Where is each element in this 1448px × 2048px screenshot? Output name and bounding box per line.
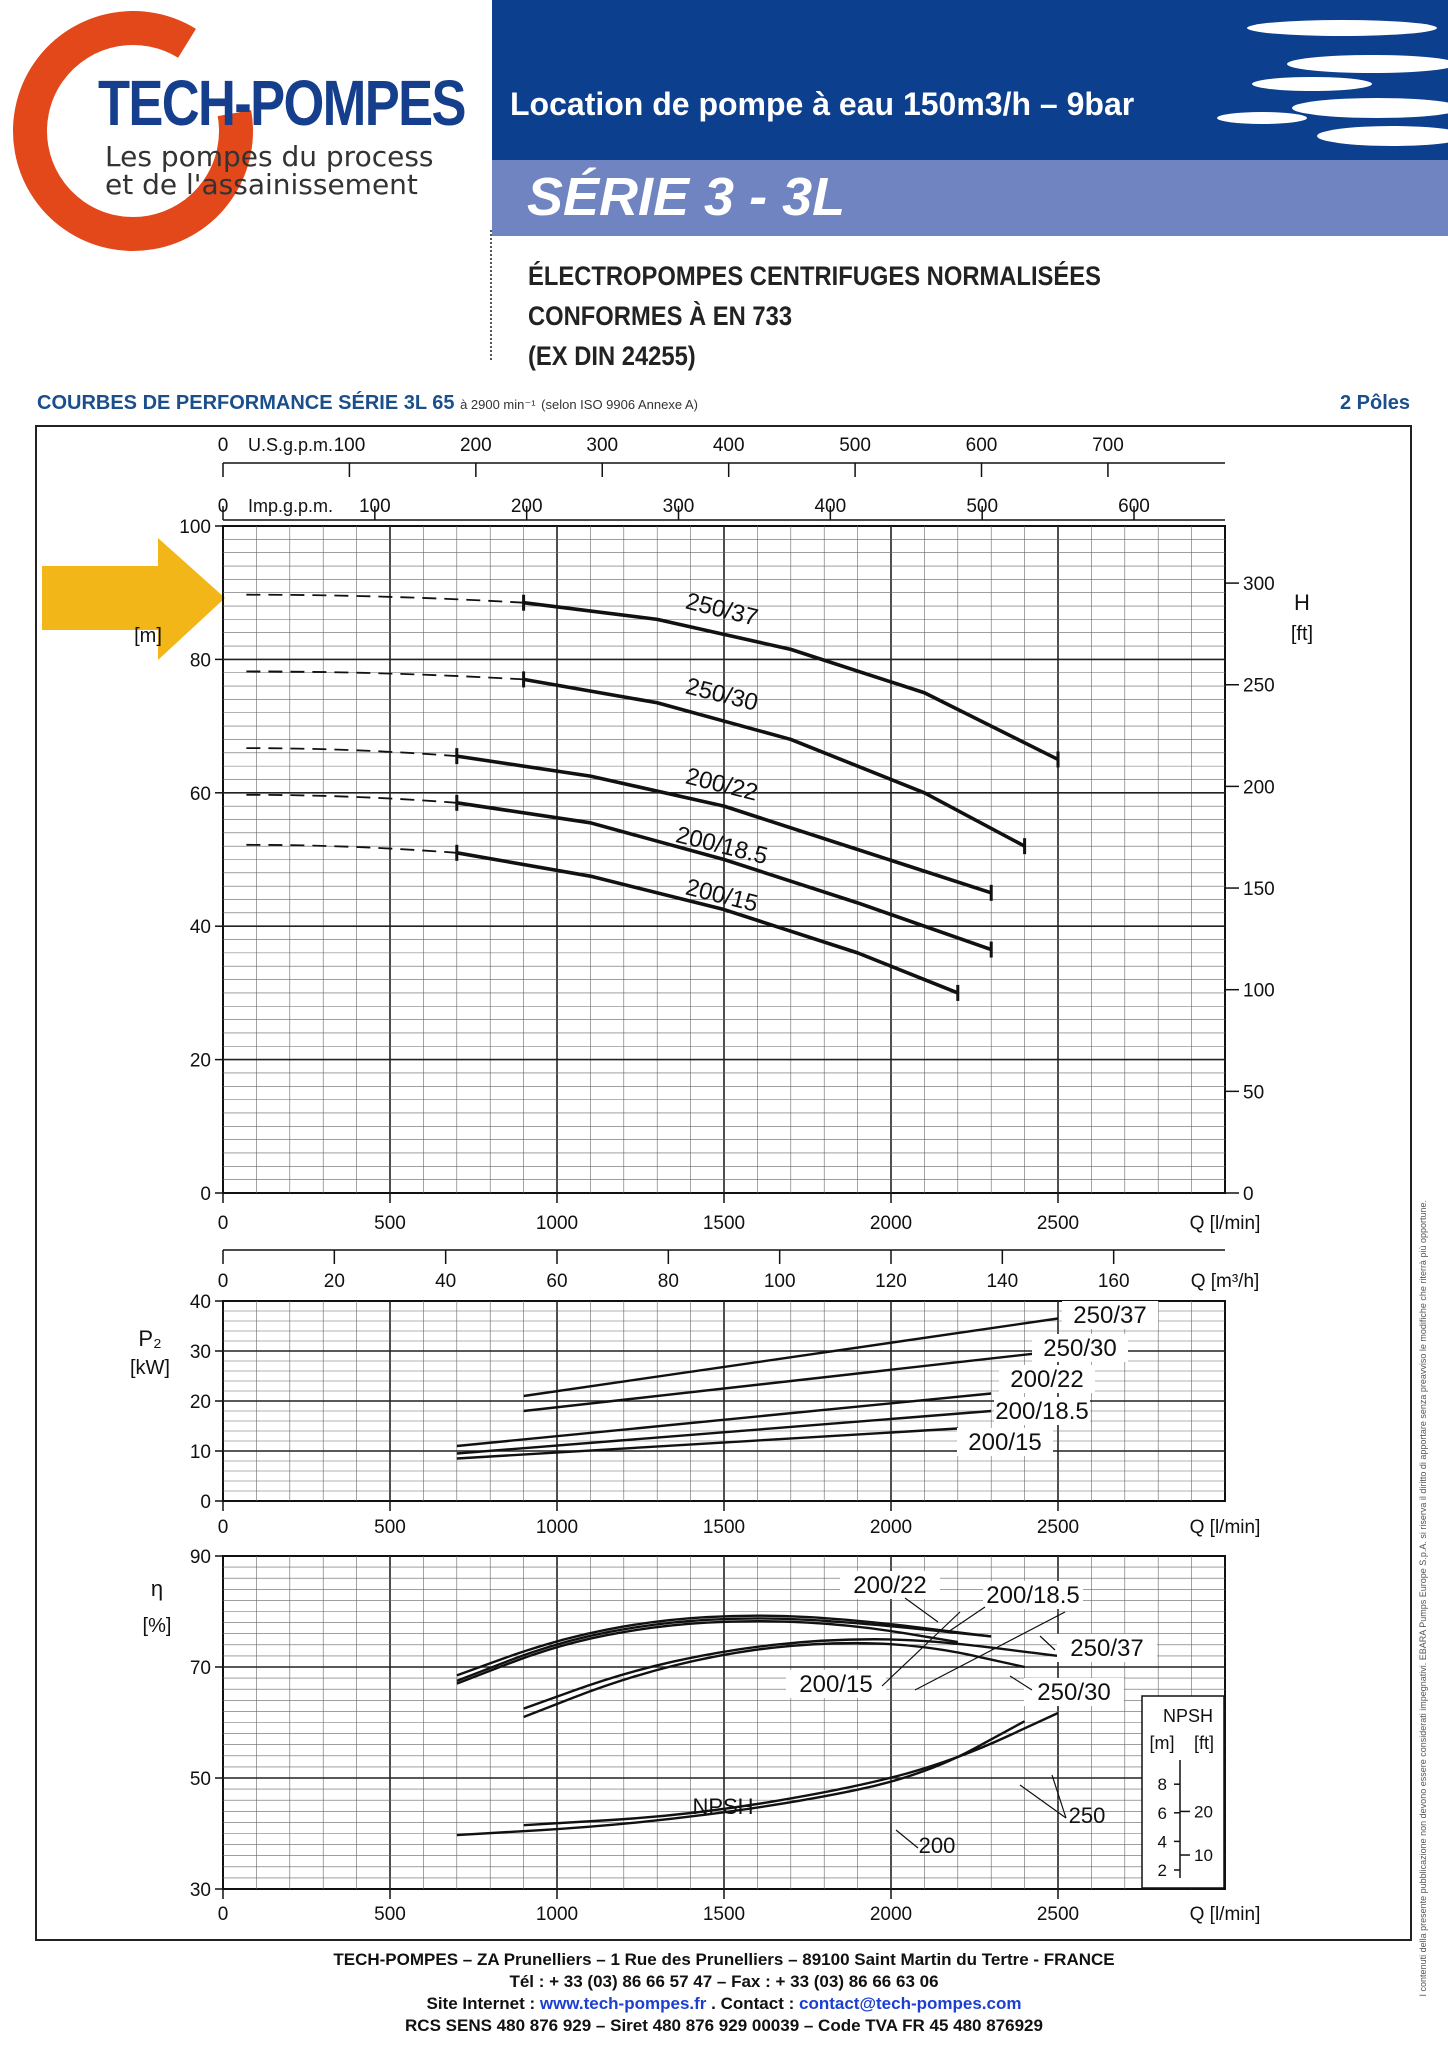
eff-x-tick-label: 500 <box>374 1904 406 1925</box>
eff-leader-line <box>948 1607 985 1632</box>
footer-registration: RCS SENS 480 876 929 – Siret 480 876 929 00039 – Code TVA FR 45 480 876929 <box>405 2016 1043 2035</box>
eff-x-tick-label: 0 <box>217 1904 229 1925</box>
head-curve-dashed-250/37 <box>246 595 523 603</box>
power-x-axis-title: Q [l/min] <box>1189 1517 1261 1538</box>
page-title: Location de pompe à eau 150m3/h – 9bar <box>510 86 1135 122</box>
head-right-axis-title: H <box>1294 590 1310 615</box>
power-x-tick-label: 2000 <box>869 1517 913 1538</box>
head-x-tick-label: 2000 <box>869 1213 913 1234</box>
power-curve-label-250/30: 250/30 <box>1043 1335 1117 1362</box>
npsh-label: NPSH <box>692 1794 754 1819</box>
eff-y-tick-label: 50 <box>189 1769 211 1790</box>
npsh-label-250: 250 <box>1068 1803 1106 1828</box>
usgpm-axis-title: U.S.g.p.m. <box>248 435 334 455</box>
head-ft-tick-label: 100 <box>1243 980 1275 1002</box>
npsh-ft-tick-label: 20 <box>1194 1802 1213 1822</box>
head-curve-label-250/30: 250/30 <box>682 672 761 717</box>
m3h-tick-label: 120 <box>875 1271 907 1292</box>
m3h-tick-label: 40 <box>435 1271 457 1292</box>
eff-y-tick-label: 70 <box>189 1658 211 1679</box>
eff-x-tick-label: 1500 <box>702 1904 746 1925</box>
subtitle-line-1: ÉLECTROPOMPES CENTRIFUGES NORMALISÉES CONFORMES À EN 733 <box>528 261 1101 331</box>
eff-y-tick-label: 90 <box>189 1547 211 1568</box>
npsh-m-tick-label: 4 <box>1157 1832 1167 1852</box>
usgpm-tick-label: 0 <box>217 435 229 456</box>
power-y-tick-label: 10 <box>189 1442 211 1463</box>
npsh-box-unit-m: [m] <box>1149 1733 1175 1753</box>
head-y-tick-label: 80 <box>189 650 211 672</box>
footer-contact-label: . Contact : <box>711 1994 795 2013</box>
head-right-axis-unit: [ft] <box>1290 623 1314 645</box>
head-ft-tick-label: 300 <box>1243 574 1275 596</box>
head-curve-dashed-200/22 <box>246 748 456 756</box>
chart-heading-norm: (selon ISO 9906 Annexe A) <box>541 397 698 412</box>
impgpm-tick-label: 500 <box>966 496 999 517</box>
eff-x-tick-label: 2000 <box>869 1904 913 1925</box>
impgpm-tick-label: 0 <box>217 496 229 517</box>
power-y-tick-label: 40 <box>189 1292 211 1313</box>
m3h-tick-label: 60 <box>546 1271 568 1292</box>
head-y-tick-label: 20 <box>189 1050 211 1072</box>
side-disclaimer-text: I contenuti della presente pubblicazione non devono essere considerati impegnativi. EBARA Pumps Europe S.p.A. si riserva il diritto di apportare senza preavviso le modifiche che riterrà più opportune. <box>1418 1200 1428 1997</box>
head-x-tick-label: 1000 <box>535 1213 579 1234</box>
head-ft-tick-label: 50 <box>1243 1082 1265 1104</box>
eff-curve-label-200/18.5: 200/18.5 <box>986 1582 1080 1609</box>
power-y-tick-label: 20 <box>189 1392 211 1413</box>
impgpm-tick-label: 400 <box>814 496 847 517</box>
m3h-tick-label: 20 <box>323 1271 345 1292</box>
impgpm-tick-label: 300 <box>662 496 695 517</box>
head-x-tick-label: 2500 <box>1036 1213 1080 1234</box>
power-x-tick-label: 2500 <box>1036 1517 1080 1538</box>
head-x-axis-title: Q [l/min] <box>1189 1213 1261 1234</box>
power-x-tick-label: 1500 <box>702 1517 746 1538</box>
power-y-axis-unit: [kW] <box>130 1357 170 1379</box>
chart-heading-main: COURBES DE PERFORMANCE SÉRIE 3L 65 <box>37 392 455 414</box>
head-y-axis-title: [m] <box>134 625 162 647</box>
usgpm-tick-label: 400 <box>712 435 745 456</box>
eff-curve-label-200/15: 200/15 <box>799 1671 873 1698</box>
m3h-tick-label: 100 <box>763 1271 796 1292</box>
power-y-tick-label: 0 <box>200 1492 211 1513</box>
eff-x-tick-label: 1000 <box>535 1904 579 1925</box>
impgpm-tick-label: 200 <box>510 496 543 517</box>
logo-brand: TECH-POMPES <box>98 67 465 139</box>
power-curve-label-250/37: 250/37 <box>1073 1302 1147 1329</box>
head-x-tick-label: 500 <box>374 1213 406 1234</box>
npsh-leader-line <box>1020 1785 1066 1818</box>
logo-tagline-2: et de l'assainissement <box>105 168 418 201</box>
eff-leader-line <box>882 1612 960 1686</box>
power-x-tick-label: 500 <box>374 1517 406 1538</box>
usgpm-tick-label: 100 <box>333 435 366 456</box>
footer-contact <box>0 1994 1448 2014</box>
npsh-ft-tick-label: 10 <box>1194 1846 1213 1866</box>
npsh-box-unit-ft: [ft] <box>1193 1733 1215 1753</box>
npsh-m-tick-label: 8 <box>1157 1775 1167 1795</box>
head-x-tick-label: 1500 <box>702 1213 746 1234</box>
footer-phone: Tél : + 33 (03) 86 66 57 47 – Fax : + 33 (03) 86 66 63 06 <box>509 1972 939 1991</box>
head-ft-tick-label: 150 <box>1243 879 1275 901</box>
eff-curve-label-250/30: 250/30 <box>1037 1679 1111 1706</box>
eff-x-tick-label: 2500 <box>1036 1904 1080 1925</box>
usgpm-tick-label: 700 <box>1092 435 1124 456</box>
subtitle-line-2: (EX DIN 24255) <box>528 341 696 371</box>
head-y-tick-label: 60 <box>189 783 211 805</box>
footer-site-label: Site Internet : <box>426 1994 536 2013</box>
eff-y-axis-unit: [%] <box>142 1615 172 1637</box>
impgpm-tick-label: 600 <box>1118 496 1150 517</box>
m3h-tick-label: 140 <box>986 1271 1019 1292</box>
impgpm-tick-label: 100 <box>358 496 391 517</box>
poles-label: 2 Pôles <box>1339 392 1410 414</box>
logo-tagline: Les pompes du process <box>105 140 434 173</box>
eff-curve-label-250/37: 250/37 <box>1070 1635 1144 1662</box>
head-curve-label-200/18.5: 200/18.5 <box>673 821 771 871</box>
eff-curve-label-200/22: 200/22 <box>853 1572 927 1599</box>
m3h-axis-title: Q [m³/h] <box>1190 1271 1260 1292</box>
npsh-box-title: NPSH <box>1162 1706 1214 1726</box>
usgpm-tick-label: 200 <box>459 435 492 456</box>
footer-email-link[interactable]: contact@tech-pompes.com <box>798 1994 1022 2013</box>
eff-leader-line <box>1040 1636 1055 1650</box>
head-y-tick-label: 40 <box>189 917 211 939</box>
npsh-label-200: 200 <box>918 1833 956 1858</box>
usgpm-tick-label: 600 <box>965 435 998 456</box>
usgpm-tick-label: 500 <box>839 435 871 456</box>
head-y-tick-label: 100 <box>179 517 211 538</box>
power-y-axis-title: P₂ <box>138 1326 162 1351</box>
eff-y-tick-label: 30 <box>189 1880 211 1901</box>
side-disclaimer <box>1418 1200 1442 1997</box>
power-y-tick-label: 30 <box>189 1342 211 1363</box>
impgpm-axis-title: Imp.g.p.m. <box>248 496 334 516</box>
head-ft-tick-label: 250 <box>1243 675 1275 697</box>
head-curve-label-200/22: 200/22 <box>682 762 761 807</box>
head-ft-tick-label: 200 <box>1243 777 1275 799</box>
series-title: SÉRIE 3 - 3L <box>527 167 846 227</box>
head-curve-dashed-200/18.5 <box>246 795 456 803</box>
eff-leader-line <box>905 1598 938 1622</box>
npsh-m-tick-label: 6 <box>1157 1803 1167 1823</box>
npsh-leader-line <box>896 1830 918 1848</box>
chart-heading-speed: à 2900 min⁻¹ <box>460 397 536 412</box>
power-x-tick-label: 0 <box>217 1517 229 1538</box>
power-x-tick-label: 1000 <box>535 1517 579 1538</box>
eff-x-axis-title: Q [l/min] <box>1189 1904 1261 1925</box>
footer-site-link[interactable]: www.tech-pompes.fr <box>539 1994 707 2013</box>
head-curve-200/15 <box>457 853 958 993</box>
footer-address: TECH-POMPES – ZA Prunelliers – 1 Rue des Prunelliers – 89100 Saint Martin du Tertre - FRANCE <box>333 1950 1115 1969</box>
eff-y-axis-title: η <box>150 1576 164 1601</box>
m3h-tick-label: 160 <box>1097 1271 1130 1292</box>
power-curve-label-200/18.5: 200/18.5 <box>995 1398 1089 1425</box>
usgpm-tick-label: 300 <box>586 435 619 456</box>
power-curve-label-200/15: 200/15 <box>968 1429 1042 1456</box>
head-curve-label-250/37: 250/37 <box>682 587 761 632</box>
head-curve-label-200/15: 200/15 <box>682 873 761 918</box>
npsh-m-tick-label: 2 <box>1157 1861 1167 1880</box>
head-x-tick-label: 0 <box>217 1213 229 1234</box>
eff-curve-250/30 <box>524 1643 1025 1717</box>
power-curve-label-200/22: 200/22 <box>1010 1366 1084 1393</box>
m3h-tick-label: 0 <box>217 1271 229 1292</box>
head-ft-tick-label: 0 <box>1243 1184 1254 1205</box>
m3h-tick-label: 80 <box>657 1271 679 1292</box>
head-y-tick-label: 0 <box>200 1184 211 1205</box>
